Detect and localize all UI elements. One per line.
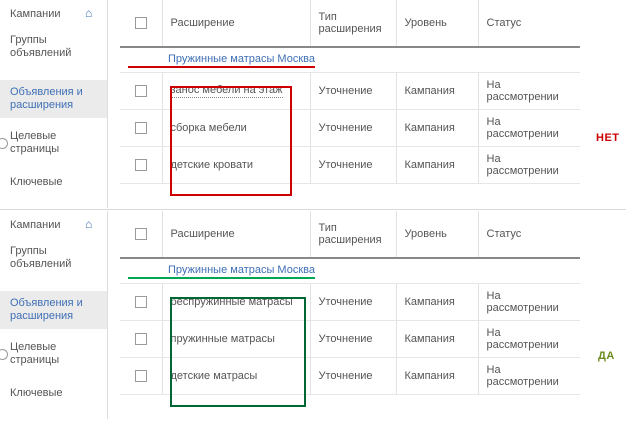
- group-row-cell: [120, 47, 580, 73]
- sidebar-item-label: Группы объявлений: [10, 245, 72, 270]
- panel-good-example: [0, 211, 626, 419]
- row-select: [120, 73, 162, 110]
- header-select-all: [120, 211, 162, 258]
- table-header-row: [120, 0, 580, 47]
- row-select: [120, 147, 162, 184]
- extension-text[interactable]: сборка мебели: [170, 122, 247, 134]
- cell-level: Кампания: [396, 284, 478, 321]
- cell-extension-type: Уточнение: [310, 110, 396, 147]
- cell-status: На рассмотрении: [478, 358, 580, 395]
- extension-text[interactable]: детские кровати: [170, 159, 254, 171]
- sidebar-item-campaigns[interactable]: [0, 0, 107, 28]
- sidebar-bottom: [0, 211, 108, 419]
- sidebar-item-keywords[interactable]: [0, 381, 107, 409]
- header-status[interactable]: Статус: [478, 0, 580, 47]
- sidebar-item-label: Целевые страницы: [10, 341, 60, 366]
- cell-status: На рассмотрении: [478, 147, 580, 184]
- group-label[interactable]: Пружинные матрасы Москва: [128, 264, 315, 279]
- sidebar-item-label: Группы объявлений: [10, 34, 72, 59]
- sidebar-item-ad-groups[interactable]: [0, 28, 107, 66]
- home-icon[interactable]: ⌂: [85, 217, 93, 231]
- cell-extension-type: Уточнение: [310, 284, 396, 321]
- home-icon[interactable]: ⌂: [85, 6, 93, 20]
- sidebar-item-ad-groups[interactable]: [0, 239, 107, 277]
- header-extension[interactable]: Расширение: [162, 211, 310, 258]
- cell-extension: [162, 73, 310, 110]
- sidebar-item-landing-pages[interactable]: [0, 124, 107, 162]
- table-row: [120, 110, 580, 147]
- cell-extension-type: Уточнение: [310, 147, 396, 184]
- sidebar-item-label: Целевые страницы: [10, 130, 60, 155]
- row-checkbox[interactable]: [135, 85, 147, 97]
- header-extension[interactable]: Расширение: [162, 0, 310, 47]
- row-checkbox[interactable]: [135, 296, 147, 308]
- cell-extension: [162, 358, 310, 395]
- panel-bad-example: [0, 0, 626, 208]
- sidebar-item-label: Кампании: [10, 8, 61, 20]
- sidebar-item-keywords[interactable]: [0, 170, 107, 198]
- verdict-bad: НЕТ: [596, 132, 620, 144]
- table-row: [120, 358, 580, 395]
- header-level[interactable]: Уровень: [396, 0, 478, 47]
- extension-text[interactable]: пружинные матрасы: [170, 333, 275, 345]
- cell-level: Кампания: [396, 110, 478, 147]
- table-row: [120, 284, 580, 321]
- panel-divider: [0, 209, 626, 210]
- cell-extension-type: Уточнение: [310, 73, 396, 110]
- cell-status: На рассмотрении: [478, 321, 580, 358]
- sidebar-item-ads-and-extensions[interactable]: [0, 291, 107, 329]
- group-row-cell: [120, 258, 580, 284]
- list-marker-icon: [0, 138, 8, 149]
- sidebar-item-ads-and-extensions[interactable]: [0, 80, 107, 118]
- sidebar-item-landing-pages[interactable]: [0, 335, 107, 373]
- cell-extension: [162, 321, 310, 358]
- sidebar-item-label: Ключевые: [10, 387, 63, 399]
- row-select: [120, 110, 162, 147]
- extensions-table-bottom: [120, 211, 588, 419]
- cell-extension: [162, 110, 310, 147]
- row-select: [120, 321, 162, 358]
- cell-level: Кампания: [396, 147, 478, 184]
- row-checkbox[interactable]: [135, 122, 147, 134]
- cell-status: На рассмотрении: [478, 284, 580, 321]
- sidebar-item-label: Кампании: [10, 219, 61, 231]
- group-row: [120, 258, 580, 284]
- cell-level: Кампания: [396, 73, 478, 110]
- row-checkbox[interactable]: [135, 159, 147, 171]
- sidebar-item-campaigns[interactable]: [0, 211, 107, 239]
- header-level[interactable]: Уровень: [396, 211, 478, 258]
- header-extension-type[interactable]: Тип расширения: [310, 0, 396, 47]
- table-row: [120, 147, 580, 184]
- cell-extension: [162, 284, 310, 321]
- table-row: [120, 73, 580, 110]
- cell-status: На рассмотрении: [478, 73, 580, 110]
- cell-level: Кампания: [396, 321, 478, 358]
- select-all-checkbox[interactable]: [135, 17, 147, 29]
- extension-text[interactable]: занос мебели на этаж: [170, 84, 283, 96]
- sidebar-item-label: Ключевые: [10, 176, 63, 188]
- table-row: [120, 321, 580, 358]
- group-label[interactable]: Пружинные матрасы Москва: [128, 53, 315, 68]
- cell-level: Кампания: [396, 358, 478, 395]
- sidebar-item-label: Объявления и расширения: [10, 297, 83, 322]
- group-row: [120, 47, 580, 73]
- cell-extension-type: Уточнение: [310, 321, 396, 358]
- extensions-table-top: [120, 0, 588, 208]
- row-checkbox[interactable]: [135, 333, 147, 345]
- extension-text[interactable]: беспружинные матрасы: [170, 296, 293, 308]
- sidebar-item-label: Объявления и расширения: [10, 86, 83, 111]
- verdict-good: ДА: [598, 350, 615, 362]
- list-marker-icon: [0, 349, 8, 360]
- extension-text[interactable]: детские матрасы: [170, 370, 258, 382]
- header-select-all: [120, 0, 162, 47]
- header-status[interactable]: Статус: [478, 211, 580, 258]
- select-all-checkbox[interactable]: [135, 228, 147, 240]
- sidebar-top: [0, 0, 108, 208]
- header-extension-type[interactable]: Тип расширения: [310, 211, 396, 258]
- extensions-table: [120, 211, 580, 395]
- row-select: [120, 358, 162, 395]
- cell-extension: [162, 147, 310, 184]
- cell-extension-type: Уточнение: [310, 358, 396, 395]
- cell-status: На рассмотрении: [478, 110, 580, 147]
- table-header-row: [120, 211, 580, 258]
- row-select: [120, 284, 162, 321]
- row-checkbox[interactable]: [135, 370, 147, 382]
- extensions-table: [120, 0, 580, 184]
